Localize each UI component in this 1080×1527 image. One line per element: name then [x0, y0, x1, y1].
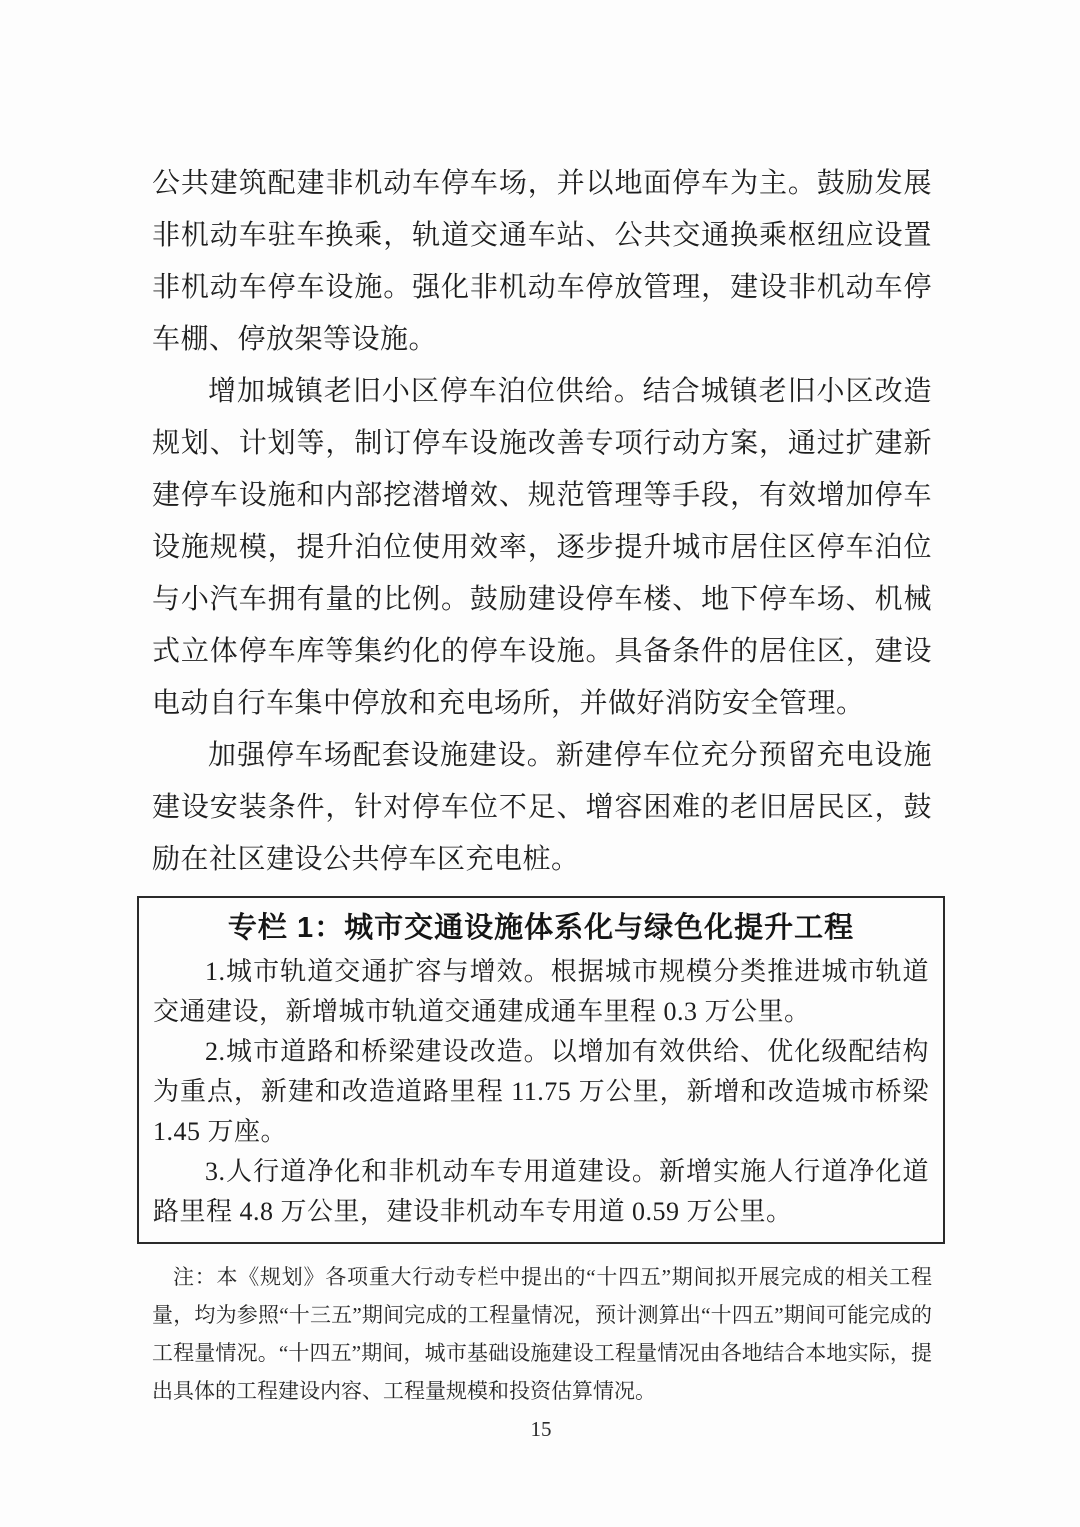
box-item-rail-transit: 1.城市轨道交通扩容与增效。根据城市规模分类推进城市轨道交通建设，新增城市轨道交通建成通车里程 0.3 万公里。 [153, 957, 929, 1026]
page-number: 15 [530, 1417, 552, 1441]
feature-column-box [137, 896, 945, 1244]
paragraph-charging-facilities: 加强停车场配套设施建设。新建停车位充分预留充电设施建设安装条件，针对停车位不足、增容困难的老旧居民区，鼓励在社区建设公共停车区充电桩。 [152, 740, 932, 875]
box-title: 专栏 1：城市交通设施体系化与绿色化提升工程 [227, 912, 855, 944]
box-item-sidewalks-bike-lanes: 3.人行道净化和非机动车专用道建设。新增实施人行道净化道路里程 4.8 万公里，建设非机动车专用道 0.59 万公里。 [153, 1157, 929, 1226]
paragraph-continued: 公共建筑配建非机动车停车场，并以地面停车为主。鼓励发展非机动车驻车换乘，轨道交通车站、公共交通换乘枢纽应设置非机动车停车设施。强化非机动车停放管理，建设非机动车停车棚、停放架等设施。 [152, 168, 932, 355]
paragraph-parking-supply: 增加城镇老旧小区停车泊位供给。结合城镇老旧小区改造规划、计划等，制订停车设施改善专项行动方案，通过扩建新建停车设施和内部挖潜增效、规范管理等手段，有效增加停车设施规模，提升泊位使用效率，逐步提升城市居住区停车泊位与小汽车拥有量的比例。鼓励建设停车楼、地下停车场、机械式立体停车库等集约化的停车设施。具备条件的居住区，建设电动自行车集中停放和充电场所，并做好消防安全管理。 [152, 376, 932, 719]
box-item-roads-bridges: 2.城市道路和桥梁建设改造。以增加有效供给、优化级配结构为重点，新建和改造道路里程 11.75 万公里，新增和改造城市桥梁 1.45 万座。 [153, 1037, 929, 1146]
footnote: 注：本《规划》各项重大行动专栏中提出的“十四五”期间拟开展完成的相关工程量，均为参照“十三五”期间完成的工程量情况，预计测算出“十四五”期间可能完成的工程量情况。“十四五”期间，城市基础设施建设工程量情况由各地结合本地实际，提出具体的工程建设内容、工程量规模和投资估算情况。 [152, 1265, 932, 1403]
body-text [137, 158, 945, 886]
